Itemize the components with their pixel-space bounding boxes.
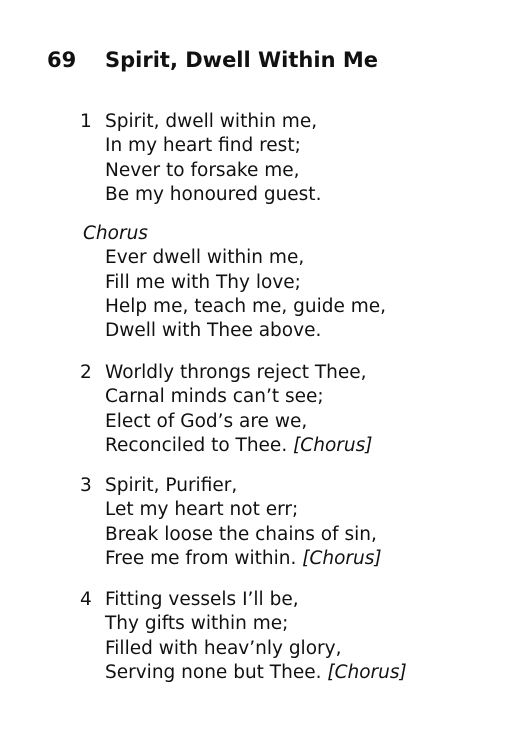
verse-line: Let my heart not err; — [105, 499, 299, 521]
verse-line — [105, 661, 407, 685]
verse-number: 3 — [80, 475, 92, 496]
chorus — [80, 222, 386, 343]
chorus-line: Fill me with Thy love; — [105, 271, 301, 293]
hymn-header — [47, 44, 378, 76]
verse-number: 2 — [80, 362, 92, 383]
verse-line-text: Reconciled to Thee. — [105, 434, 288, 456]
hymn-title: Spirit, Dwell Within Me — [105, 48, 378, 72]
verse-lines — [105, 110, 321, 207]
verse-line: Elect of God’s are we, — [105, 410, 308, 432]
verse-line: Thy gifts within me; — [105, 613, 289, 635]
verse-line: Be my honoured guest. — [105, 183, 322, 205]
verse-number: 1 — [80, 111, 92, 132]
verse-line — [105, 434, 372, 458]
verse-lines — [105, 474, 382, 571]
chorus-reference: [Chorus] — [293, 434, 373, 456]
verse-line-text: Serving none but Thee. — [105, 661, 322, 683]
verse-line: In my heart find rest; — [105, 135, 301, 157]
verse-3 — [80, 474, 382, 571]
chorus-label: Chorus — [83, 223, 148, 244]
verse-lines — [105, 361, 372, 458]
verse-line: Never to forsake me, — [105, 159, 300, 181]
verse-line: Worldly throngs reject Thee, — [105, 362, 367, 383]
chorus-line: Help me, teach me, guide me, — [105, 295, 387, 317]
verse-1 — [80, 110, 321, 207]
verse-4 — [80, 588, 407, 685]
verse-line: Spirit, Purifier, — [105, 475, 238, 496]
hymn-number: 69 — [47, 48, 77, 72]
verse-lines — [105, 588, 407, 685]
chorus-reference: [Chorus] — [327, 661, 407, 683]
chorus-reference: [Chorus] — [302, 547, 382, 569]
verse-2 — [80, 361, 372, 458]
verse-line-text: Free me from within. — [105, 547, 297, 569]
verse-line: Carnal minds can’t see; — [105, 386, 324, 408]
chorus-line: Ever dwell within me, — [105, 247, 305, 269]
chorus-line: Dwell with Thee above. — [105, 320, 322, 342]
verse-line: Spirit, dwell within me, — [105, 111, 318, 132]
verse-line — [105, 547, 382, 571]
chorus-lines — [105, 246, 386, 343]
verse-line: Break loose the chains of sin, — [105, 523, 377, 545]
verse-line: Filled with heav’nly glory, — [105, 637, 342, 659]
verse-number: 4 — [80, 589, 92, 610]
verse-line: Fitting vessels I’ll be, — [105, 589, 299, 610]
